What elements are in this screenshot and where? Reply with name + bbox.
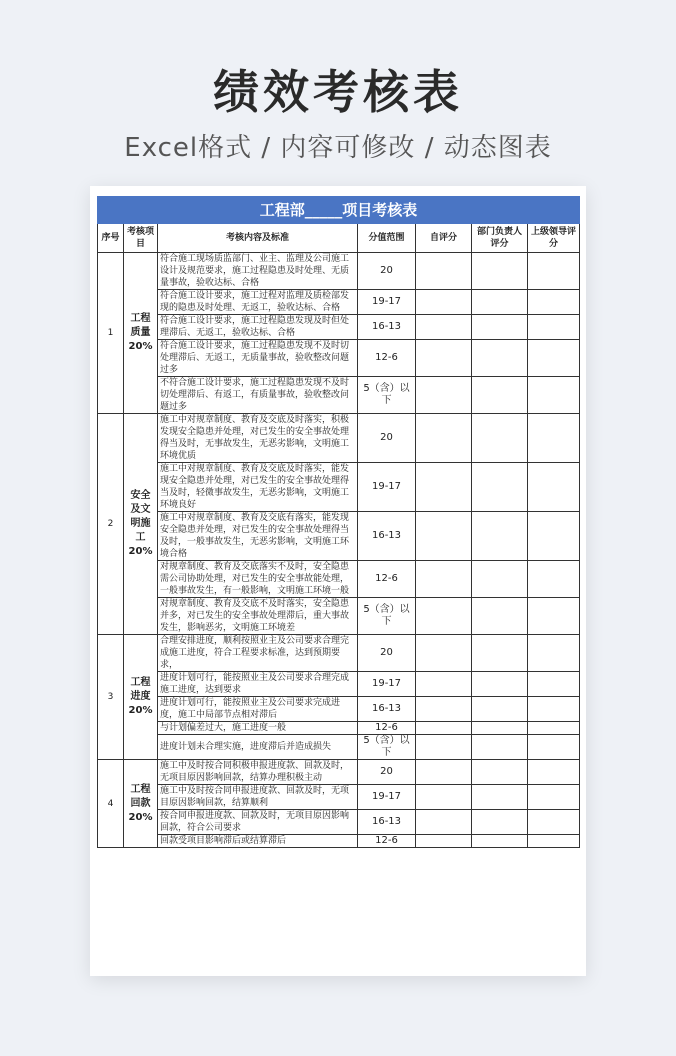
cell-self-score[interactable] (416, 735, 472, 760)
cell-category (124, 760, 158, 848)
cell-self-score[interactable] (416, 598, 472, 635)
table-row (98, 785, 580, 810)
cell-criteria: 施工中及时按合同申报进度款、回款及时，无项目原因影响回款，结算顺利 (158, 785, 358, 810)
cell-self-score[interactable] (416, 672, 472, 697)
cell-score-range: 20 (358, 414, 416, 463)
cell-dept-score[interactable] (472, 672, 528, 697)
cell-score-range: 19-17 (358, 785, 416, 810)
cell-self-score[interactable] (416, 722, 472, 735)
cell-criteria: 符合施工设计要求，施工过程隐患发现及时但处理滞后、无返工，验收达标、合格 (158, 315, 358, 340)
cell-score-range: 19-17 (358, 290, 416, 315)
cell-self-score[interactable] (416, 760, 472, 785)
cell-criteria: 施工中对规章制度、教育及交底及时落实，积极发现安全隐患并处理，对已发生的安全事故处理得当及时，无事故发生，无恶劣影响，文明施工环境优质 (158, 414, 358, 463)
cell-criteria: 进度计划未合理实施，进度滞后并造成损失 (158, 735, 358, 760)
table-row (98, 635, 580, 672)
cell-score-range: 20 (358, 760, 416, 785)
cell-self-score[interactable] (416, 340, 472, 377)
header-seq: 序号 (98, 224, 124, 253)
cell-score-range: 16-13 (358, 810, 416, 835)
cell-criteria: 回款受项目影响滞后或结算滞后 (158, 835, 358, 848)
cell-score-range: 12-6 (358, 561, 416, 598)
table-header-row (98, 224, 580, 253)
cell-self-score[interactable] (416, 561, 472, 598)
cell-leader-score[interactable] (528, 253, 580, 290)
cell-criteria: 符合施工设计要求，施工过程对监理及质检部发现的隐患及时处理、无返工，验收达标、合格 (158, 290, 358, 315)
header-range: 分值范围 (358, 224, 416, 253)
table-row (98, 463, 580, 512)
cell-dept-score[interactable] (472, 810, 528, 835)
table-row (98, 253, 580, 290)
cell-score-range: 12-6 (358, 835, 416, 848)
table-row (98, 735, 580, 760)
cell-score-range: 5（含）以下 (358, 598, 416, 635)
header-dept: 部门负责人评分 (472, 224, 528, 253)
cell-leader-score[interactable] (528, 835, 580, 848)
cell-dept-score[interactable] (472, 635, 528, 672)
cell-self-score[interactable] (416, 785, 472, 810)
cell-leader-score[interactable] (528, 315, 580, 340)
cell-seq: 3 (98, 635, 124, 760)
hero-title: 绩效考核表 (213, 65, 463, 119)
cell-criteria: 进度计划可行，能按照业主及公司要求合理完成施工进度，达到要求 (158, 672, 358, 697)
cell-score-range: 12-6 (358, 722, 416, 735)
cell-leader-score[interactable] (528, 463, 580, 512)
header-content: 考核内容及标准 (158, 224, 358, 253)
cell-category (124, 253, 158, 414)
cell-score-range: 5（含）以下 (358, 377, 416, 414)
header-self: 自评分 (416, 224, 472, 253)
cell-dept-score[interactable] (472, 315, 528, 340)
cell-criteria: 施工中对规章制度、教育及交底有落实，能发现安全隐患并处理，对已发生的安全事故处理得当及时，一般事故发生，无恶劣影响，文明施工环境合格 (158, 512, 358, 561)
cell-leader-score[interactable] (528, 810, 580, 835)
cell-dept-score[interactable] (472, 598, 528, 635)
category-name: 安全及文明施工 (130, 490, 151, 543)
cell-leader-score[interactable] (528, 697, 580, 722)
cell-score-range: 20 (358, 253, 416, 290)
cell-self-score[interactable] (416, 315, 472, 340)
cell-criteria: 施工中及时按合同积极申报进度款、回款及时，无项目原因影响回款，结算办理积极主动 (158, 760, 358, 785)
table-row (98, 340, 580, 377)
cell-category (124, 414, 158, 635)
table-row (98, 697, 580, 722)
cell-leader-score[interactable] (528, 377, 580, 414)
cell-dept-score[interactable] (472, 290, 528, 315)
cell-self-score[interactable] (416, 512, 472, 561)
cell-dept-score[interactable] (472, 835, 528, 848)
table-row (98, 315, 580, 340)
cell-leader-score[interactable] (528, 760, 580, 785)
cell-self-score[interactable] (416, 377, 472, 414)
cell-dept-score[interactable] (472, 463, 528, 512)
cell-criteria: 对规章制度、教育及交底落实不及时，安全隐患需公司协助处理，对已发生的安全事故能处理，一般事故发生，有一般影响，文明施工环境一般 (158, 561, 358, 598)
cell-self-score[interactable] (416, 414, 472, 463)
cell-category (124, 635, 158, 760)
table-row (98, 760, 580, 785)
cell-dept-score[interactable] (472, 512, 528, 561)
table-row (98, 672, 580, 697)
category-weight: 20% (128, 705, 153, 716)
cell-criteria: 符合施工现场质监部门、业主、监理及公司施工设计及规范要求，施工过程隐患及时处理、无质量事故，验收达标、合格 (158, 253, 358, 290)
cell-leader-score[interactable] (528, 561, 580, 598)
cell-criteria: 不符合施工设计要求，施工过程隐患发现不及时切处理滞后、有返工，有质量事故，验收整改问题过多 (158, 377, 358, 414)
category-weight: 20% (128, 341, 153, 352)
cell-dept-score[interactable] (472, 414, 528, 463)
cell-dept-score[interactable] (472, 253, 528, 290)
cell-self-score[interactable] (416, 835, 472, 848)
cell-leader-score[interactable] (528, 512, 580, 561)
cell-dept-score[interactable] (472, 697, 528, 722)
cell-leader-score[interactable] (528, 598, 580, 635)
cell-score-range: 16-13 (358, 315, 416, 340)
cell-score-range: 19-17 (358, 463, 416, 512)
cell-score-range: 19-17 (358, 672, 416, 697)
cell-score-range: 5（含）以下 (358, 735, 416, 760)
cell-criteria: 按合同申报进度款、回款及时，无项目原因影响回款，符合公司要求 (158, 810, 358, 835)
cell-seq: 2 (98, 414, 124, 635)
sheet-preview (90, 186, 586, 976)
category-name: 工程质量 (130, 313, 151, 338)
cell-criteria: 进度计划可行，能按照业主及公司要求完成进度，施工中局部节点相对滞后 (158, 697, 358, 722)
cell-leader-score[interactable] (528, 722, 580, 735)
cell-self-score[interactable] (416, 697, 472, 722)
cell-leader-score[interactable] (528, 785, 580, 810)
cell-seq: 1 (98, 253, 124, 414)
cell-leader-score[interactable] (528, 735, 580, 760)
cell-self-score[interactable] (416, 463, 472, 512)
category-name: 工程进度 (130, 677, 151, 702)
hero-subtitle: Excel格式 / 内容可修改 / 动态图表 (124, 133, 552, 163)
assessment-table (97, 196, 580, 848)
cell-dept-score[interactable] (472, 377, 528, 414)
cell-leader-score[interactable] (528, 290, 580, 315)
cell-dept-score[interactable] (472, 340, 528, 377)
category-weight: 20% (128, 811, 153, 823)
cell-score-range: 16-13 (358, 512, 416, 561)
cell-dept-score[interactable] (472, 785, 528, 810)
table-row (98, 512, 580, 561)
table-row (98, 598, 580, 635)
category-weight: 20% (128, 546, 153, 557)
cell-dept-score[interactable] (472, 561, 528, 598)
cell-criteria: 符合施工设计要求，施工过程隐患发现不及时切处理滞后、无返工，无质量事故，验收整改问题过多 (158, 340, 358, 377)
cell-criteria: 合理安排进度，顺利按照业主及公司要求合理完成施工进度，符合工程要求标准，达到预期要求， (158, 635, 358, 672)
cell-seq: 4 (98, 760, 124, 848)
header-item: 考核项目 (124, 224, 158, 253)
table-row (98, 290, 580, 315)
table-row (98, 561, 580, 598)
table-row (98, 414, 580, 463)
cell-dept-score[interactable] (472, 722, 528, 735)
cell-score-range: 20 (358, 635, 416, 672)
cell-self-score[interactable] (416, 810, 472, 835)
table-banner-row (98, 197, 580, 224)
header-leader: 上级领导评分 (528, 224, 580, 253)
cell-leader-score[interactable] (528, 635, 580, 672)
category-name: 工程回款 (130, 783, 151, 809)
table-title: 工程部_____项目考核表 (98, 197, 580, 224)
cell-criteria: 施工中对规章制度、教育及交底及时落实，能发现安全隐患并处理，对已发生的安全事故处理得当及时，轻微事故发生，无恶劣影响，文明施工环境良好 (158, 463, 358, 512)
cell-leader-score[interactable] (528, 340, 580, 377)
cell-score-range: 16-13 (358, 697, 416, 722)
cell-self-score[interactable] (416, 635, 472, 672)
cell-self-score[interactable] (416, 253, 472, 290)
cell-leader-score[interactable] (528, 414, 580, 463)
table-row (98, 835, 580, 848)
table-row (98, 722, 580, 735)
cell-self-score[interactable] (416, 290, 472, 315)
cell-criteria: 与计划偏差过大，施工进度一般 (158, 722, 358, 735)
table-row (98, 377, 580, 414)
cell-dept-score[interactable] (472, 760, 528, 785)
cell-leader-score[interactable] (528, 672, 580, 697)
cell-dept-score[interactable] (472, 735, 528, 760)
cell-criteria: 对规章制度、教育及交底不及时落实，安全隐患并多，对已发生的安全事故处理滞后，重大事故发生，影响恶劣，文明施工环境差 (158, 598, 358, 635)
table-row (98, 810, 580, 835)
cell-score-range: 12-6 (358, 340, 416, 377)
